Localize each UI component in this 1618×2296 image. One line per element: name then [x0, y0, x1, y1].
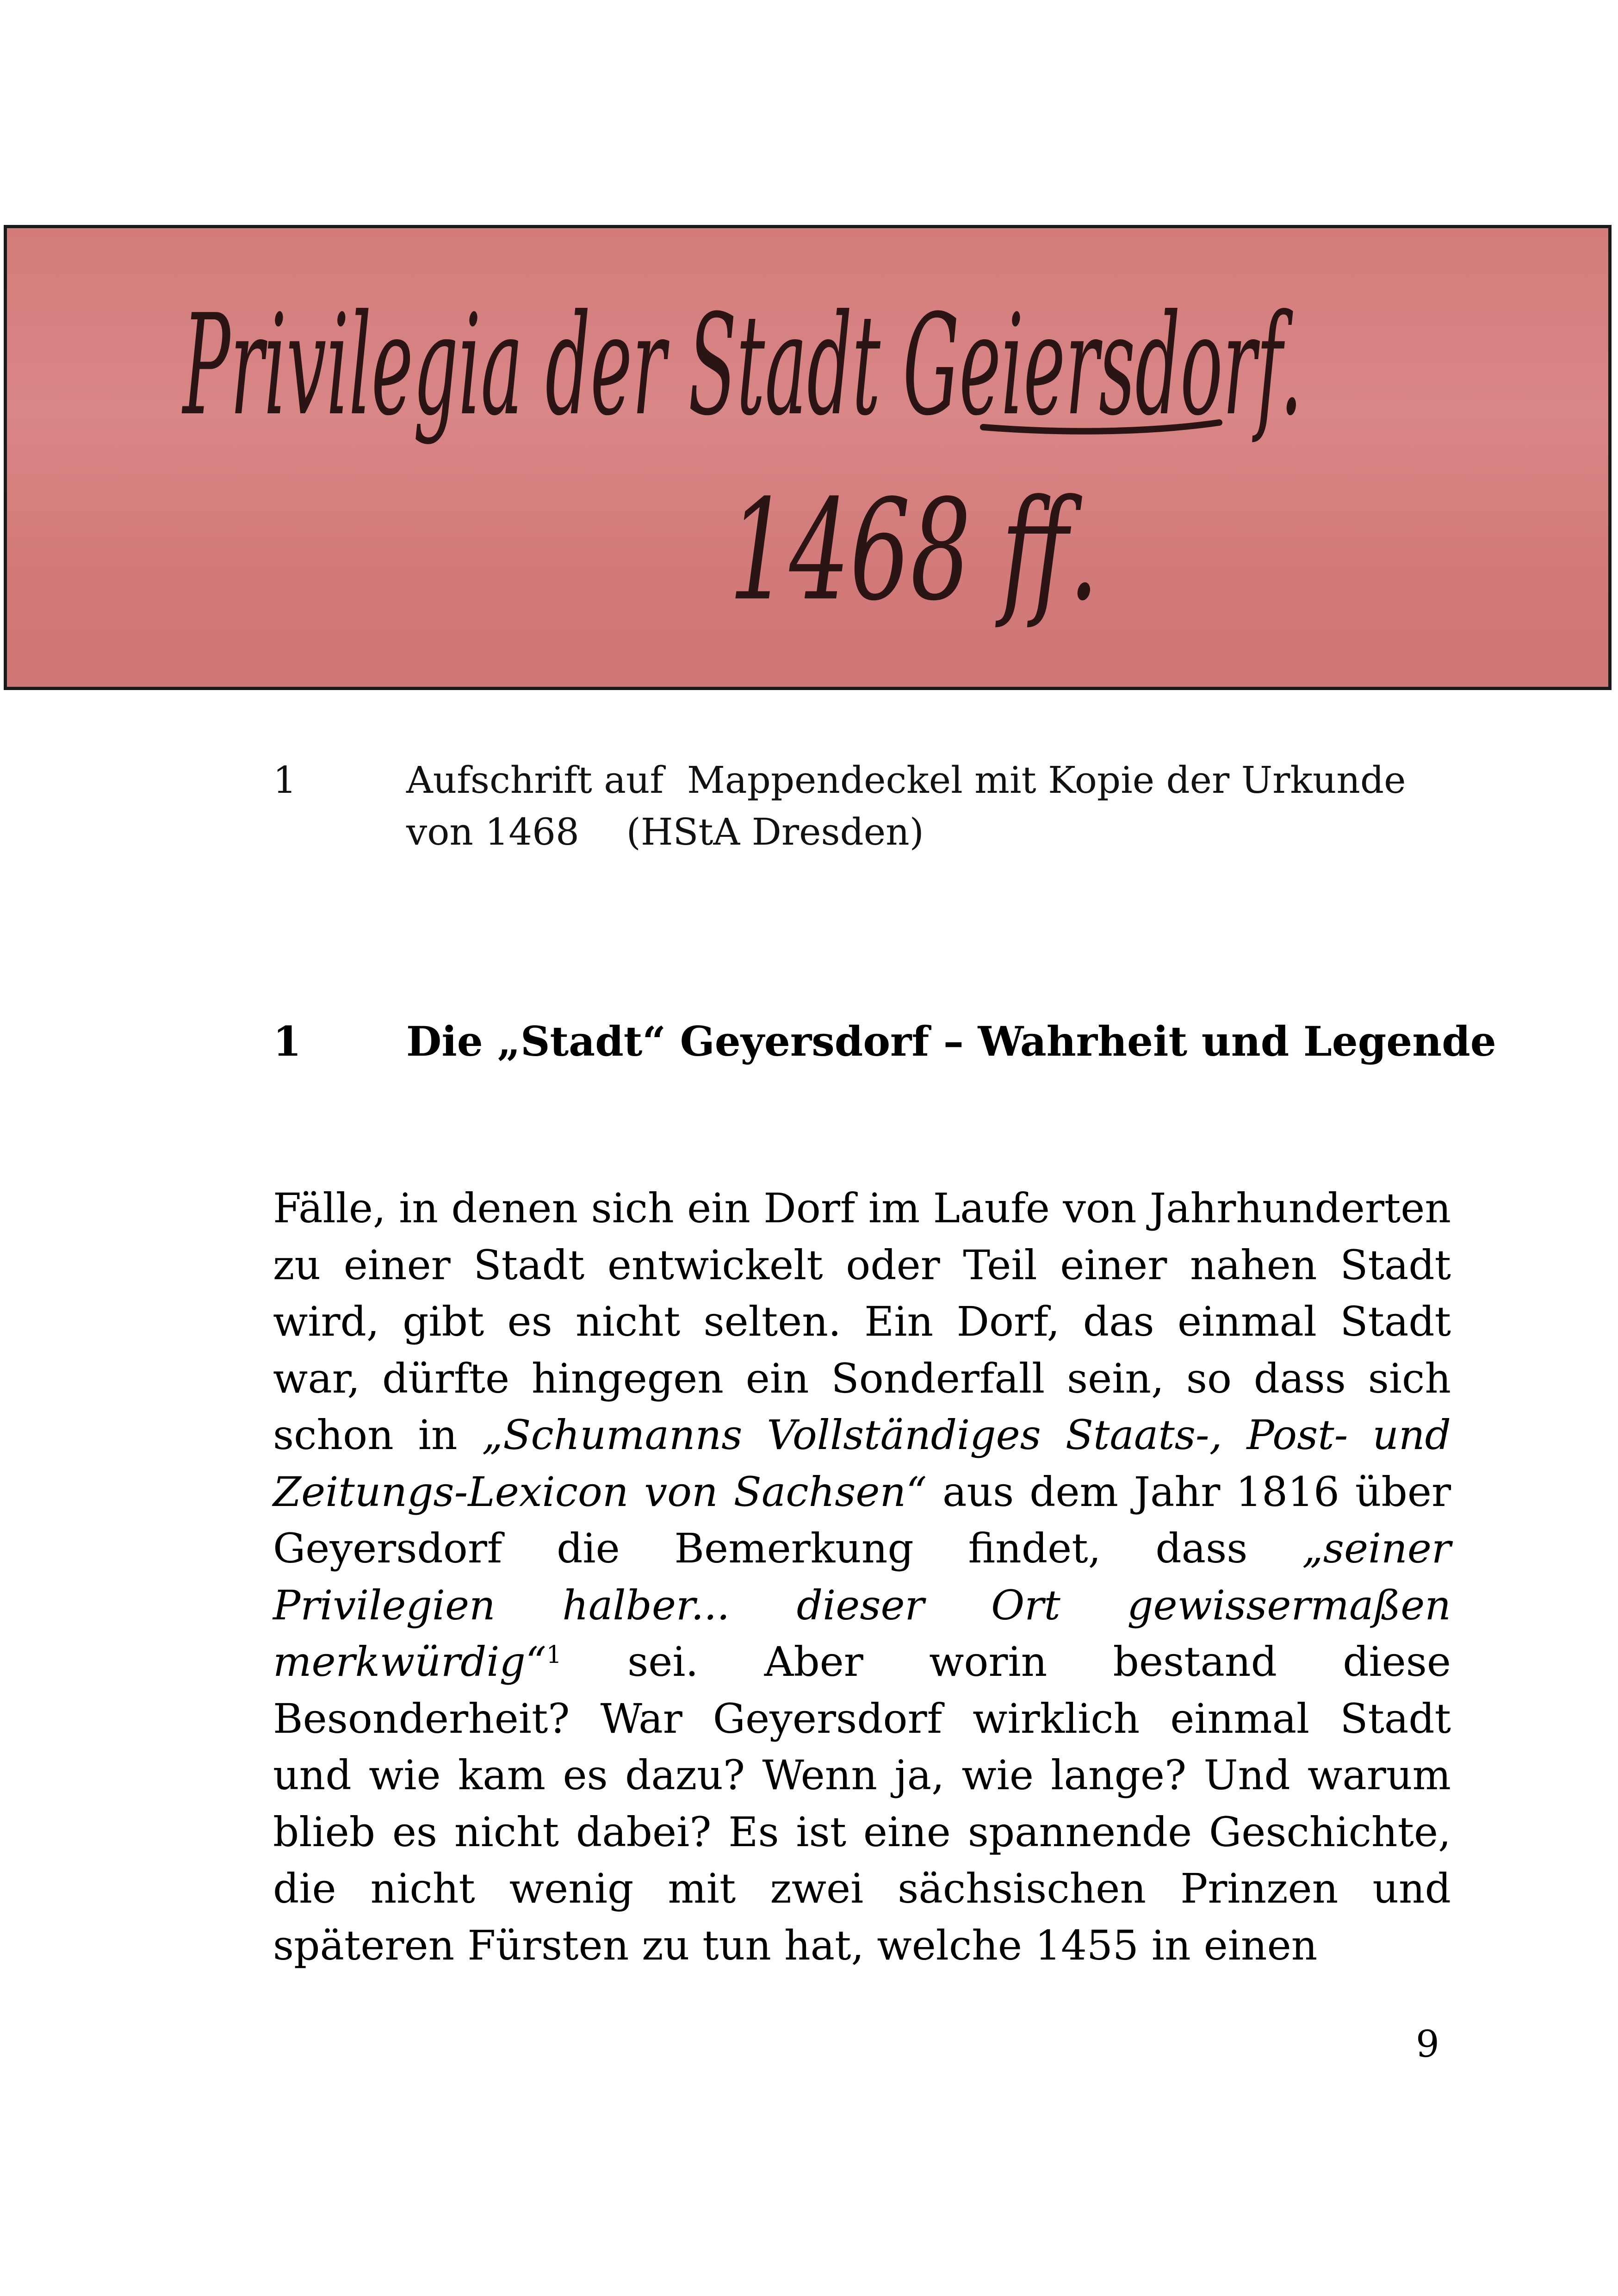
book-title-quote: „Schumanns Vollständiges Staats-, Post- und Zeitungs-Lexicon von Sachsen“ — [273, 1411, 1451, 1516]
handwritten-inscription — [7, 228, 1608, 687]
page-number: 9 — [1416, 2022, 1439, 2066]
body-paragraph — [273, 1180, 1451, 1974]
handwriting-date: 1468 ff. — [729, 470, 1099, 631]
handwriting-title: Privilegia der Stadt Geiersdorf. — [181, 285, 1303, 446]
caption-text — [406, 754, 1470, 858]
body-text-part: sei. Aber worin bestand diese Besonderheit? War Geyersdorf wirklich einmal Stadt und wie kam es dazu? Wenn ja, wie lange? Und warum blieb es nicht dabei? Es ist eine spannende Geschichte, die nicht wenig mit zwei sächsischen Prinzen und späteren Fürsten zu tun hat, welche 1455 in einen — [273, 1638, 1451, 1969]
body-text — [273, 1180, 1451, 1974]
section-number: 1 — [273, 1017, 302, 1065]
caption-number: 1 — [273, 759, 297, 802]
body-text-part: Fälle, in denen sich ein Dorf im Laufe von Jahrhunderten zu einer Stadt entwickelt oder Teil einer nahen Stadt wird, gibt es nicht selten. Ein Dorf, das einmal Stadt war, dürfte hingegen ein Sonderfall sein, so dass sich schon in — [273, 1184, 1451, 1459]
caption-line-2: von 1468 (HStA Dresden) — [406, 810, 924, 853]
section-title: Die „Stadt“ Geyersdorf – Wahrheit und Legende — [406, 1017, 1496, 1065]
citation-quote: „seiner Privilegien halber... dieser Ort gewissermaßen merkwürdig“ — [273, 1524, 1451, 1686]
document-cover-image — [4, 225, 1612, 690]
caption-line-1: Aufschrift auf Mappendeckel mit Kopie der Urkunde — [406, 759, 1406, 802]
footnote-reference[interactable]: 1 — [546, 1641, 562, 1669]
body-text-part: aus dem Jahr 1816 über Geyersdorf die Bemerkung findet, dass — [273, 1468, 1451, 1572]
